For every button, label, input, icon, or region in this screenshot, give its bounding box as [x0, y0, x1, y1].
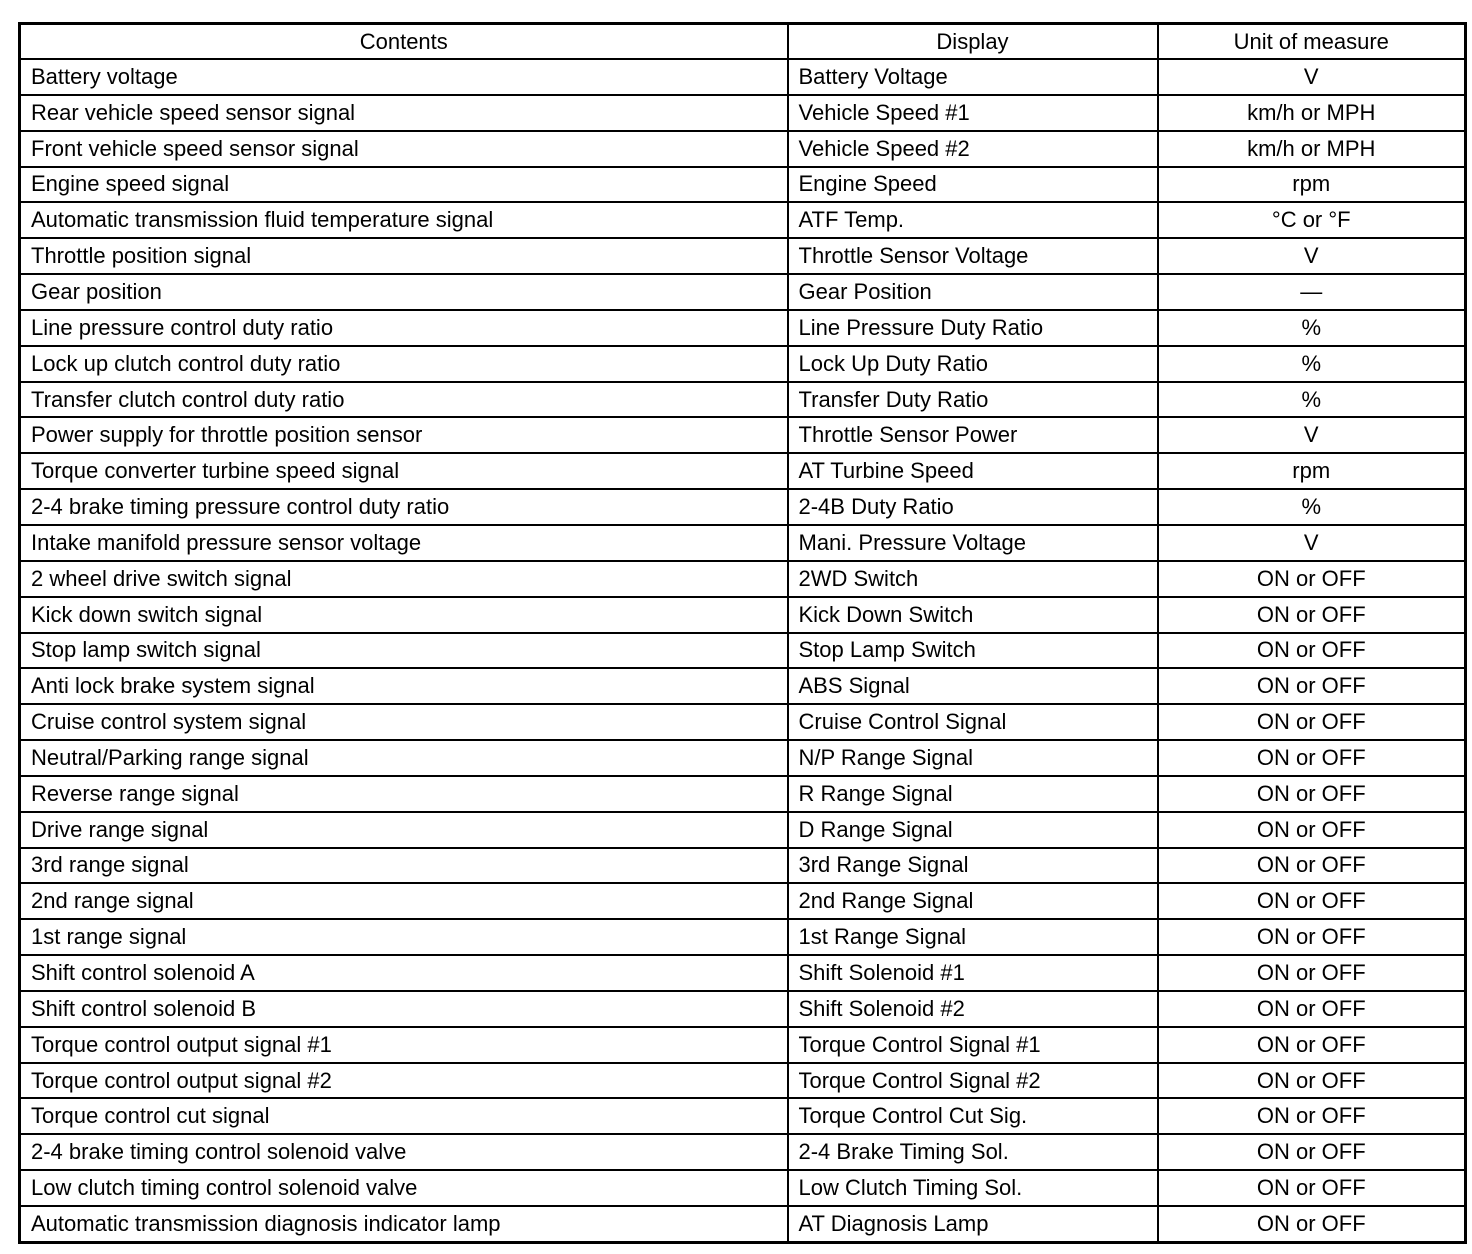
- cell-contents: 3rd range signal: [20, 848, 788, 884]
- cell-display: AT Diagnosis Lamp: [788, 1206, 1158, 1243]
- cell-display: D Range Signal: [788, 812, 1158, 848]
- table-row: [20, 991, 1466, 1027]
- cell-display: Gear Position: [788, 274, 1158, 310]
- cell-display: Transfer Duty Ratio: [788, 382, 1158, 418]
- table-row: [20, 417, 1466, 453]
- cell-contents: Reverse range signal: [20, 776, 788, 812]
- cell-unit: °C or °F: [1158, 202, 1466, 238]
- cell-unit: rpm: [1158, 167, 1466, 203]
- cell-unit: ON or OFF: [1158, 704, 1466, 740]
- table-row: [20, 740, 1466, 776]
- cell-display: ABS Signal: [788, 668, 1158, 704]
- table-row: [20, 633, 1466, 669]
- table-row: [20, 238, 1466, 274]
- table-row: [20, 382, 1466, 418]
- cell-unit: %: [1158, 382, 1466, 418]
- cell-unit: V: [1158, 417, 1466, 453]
- cell-contents: Battery voltage: [20, 59, 788, 95]
- cell-display: Engine Speed: [788, 167, 1158, 203]
- header-display: Display: [788, 24, 1158, 60]
- cell-unit: ON or OFF: [1158, 812, 1466, 848]
- table-row: [20, 131, 1466, 167]
- cell-contents: Shift control solenoid B: [20, 991, 788, 1027]
- cell-display: Throttle Sensor Voltage: [788, 238, 1158, 274]
- cell-contents: 2 wheel drive switch signal: [20, 561, 788, 597]
- cell-contents: Intake manifold pressure sensor voltage: [20, 525, 788, 561]
- cell-unit: ON or OFF: [1158, 1098, 1466, 1134]
- cell-contents: Low clutch timing control solenoid valve: [20, 1170, 788, 1206]
- cell-display: N/P Range Signal: [788, 740, 1158, 776]
- cell-unit: %: [1158, 346, 1466, 382]
- table-row: [20, 561, 1466, 597]
- cell-contents: Gear position: [20, 274, 788, 310]
- cell-display: Lock Up Duty Ratio: [788, 346, 1158, 382]
- cell-unit: ON or OFF: [1158, 1170, 1466, 1206]
- cell-display: Vehicle Speed #1: [788, 95, 1158, 131]
- document-sheet: [18, 22, 1464, 1244]
- table-row: [20, 1170, 1466, 1206]
- cell-unit: %: [1158, 310, 1466, 346]
- table-row: [20, 955, 1466, 991]
- cell-unit: ON or OFF: [1158, 991, 1466, 1027]
- cell-unit: ON or OFF: [1158, 919, 1466, 955]
- table-row: [20, 812, 1466, 848]
- cell-contents: 1st range signal: [20, 919, 788, 955]
- table-row: [20, 1098, 1466, 1134]
- table-row: [20, 919, 1466, 955]
- cell-contents: Engine speed signal: [20, 167, 788, 203]
- cell-unit: ON or OFF: [1158, 740, 1466, 776]
- table-row: [20, 95, 1466, 131]
- cell-display: Vehicle Speed #2: [788, 131, 1158, 167]
- table-row: [20, 453, 1466, 489]
- cell-contents: Throttle position signal: [20, 238, 788, 274]
- cell-display: Torque Control Signal #2: [788, 1063, 1158, 1099]
- table-row: [20, 1063, 1466, 1099]
- cell-display: Mani. Pressure Voltage: [788, 525, 1158, 561]
- cell-display: ATF Temp.: [788, 202, 1158, 238]
- cell-display: Line Pressure Duty Ratio: [788, 310, 1158, 346]
- cell-display: Torque Control Cut Sig.: [788, 1098, 1158, 1134]
- header-row: [20, 24, 1466, 60]
- cell-contents: Kick down switch signal: [20, 597, 788, 633]
- cell-unit: ON or OFF: [1158, 633, 1466, 669]
- cell-unit: ON or OFF: [1158, 561, 1466, 597]
- cell-unit: ON or OFF: [1158, 776, 1466, 812]
- table-row: [20, 202, 1466, 238]
- cell-contents: Torque control output signal #1: [20, 1027, 788, 1063]
- table-row: [20, 704, 1466, 740]
- cell-unit: ON or OFF: [1158, 597, 1466, 633]
- cell-contents: Anti lock brake system signal: [20, 668, 788, 704]
- cell-contents: Front vehicle speed sensor signal: [20, 131, 788, 167]
- cell-display: Torque Control Signal #1: [788, 1027, 1158, 1063]
- table-row: [20, 668, 1466, 704]
- cell-unit: V: [1158, 238, 1466, 274]
- cell-contents: 2nd range signal: [20, 883, 788, 919]
- table-row: [20, 274, 1466, 310]
- cell-display: Kick Down Switch: [788, 597, 1158, 633]
- cell-unit: rpm: [1158, 453, 1466, 489]
- cell-unit: ON or OFF: [1158, 668, 1466, 704]
- cell-contents: Transfer clutch control duty ratio: [20, 382, 788, 418]
- cell-contents: Automatic transmission fluid temperature signal: [20, 202, 788, 238]
- table-row: [20, 310, 1466, 346]
- table-row: [20, 1134, 1466, 1170]
- cell-contents: Torque control output signal #2: [20, 1063, 788, 1099]
- table-row: [20, 1206, 1466, 1243]
- cell-unit: ON or OFF: [1158, 1134, 1466, 1170]
- cell-display: AT Turbine Speed: [788, 453, 1158, 489]
- cell-contents: Shift control solenoid A: [20, 955, 788, 991]
- cell-unit: ON or OFF: [1158, 848, 1466, 884]
- cell-unit: V: [1158, 525, 1466, 561]
- table-row: [20, 346, 1466, 382]
- cell-display: 3rd Range Signal: [788, 848, 1158, 884]
- header-unit: Unit of measure: [1158, 24, 1466, 60]
- cell-display: Shift Solenoid #1: [788, 955, 1158, 991]
- cell-unit: ON or OFF: [1158, 883, 1466, 919]
- cell-display: 2-4 Brake Timing Sol.: [788, 1134, 1158, 1170]
- cell-unit: V: [1158, 59, 1466, 95]
- cell-display: R Range Signal: [788, 776, 1158, 812]
- cell-unit: ON or OFF: [1158, 955, 1466, 991]
- cell-contents: Drive range signal: [20, 812, 788, 848]
- cell-display: 2WD Switch: [788, 561, 1158, 597]
- cell-contents: Torque converter turbine speed signal: [20, 453, 788, 489]
- table-row: [20, 848, 1466, 884]
- cell-display: Shift Solenoid #2: [788, 991, 1158, 1027]
- cell-contents: 2-4 brake timing pressure control duty ratio: [20, 489, 788, 525]
- cell-display: 2nd Range Signal: [788, 883, 1158, 919]
- cell-unit: ON or OFF: [1158, 1063, 1466, 1099]
- cell-unit: —: [1158, 274, 1466, 310]
- cell-unit: km/h or MPH: [1158, 95, 1466, 131]
- cell-unit: %: [1158, 489, 1466, 525]
- table-body: [20, 59, 1466, 1243]
- header-contents: Contents: [20, 24, 788, 60]
- cell-display: 1st Range Signal: [788, 919, 1158, 955]
- cell-contents: Torque control cut signal: [20, 1098, 788, 1134]
- cell-contents: Power supply for throttle position sensor: [20, 417, 788, 453]
- data-table: [18, 22, 1467, 1244]
- cell-contents: Lock up clutch control duty ratio: [20, 346, 788, 382]
- table-row: [20, 59, 1466, 95]
- cell-display: 2-4B Duty Ratio: [788, 489, 1158, 525]
- cell-contents: Automatic transmission diagnosis indicator lamp: [20, 1206, 788, 1243]
- cell-contents: Rear vehicle speed sensor signal: [20, 95, 788, 131]
- cell-contents: 2-4 brake timing control solenoid valve: [20, 1134, 788, 1170]
- cell-unit: ON or OFF: [1158, 1027, 1466, 1063]
- cell-contents: Cruise control system signal: [20, 704, 788, 740]
- cell-display: Throttle Sensor Power: [788, 417, 1158, 453]
- cell-display: Low Clutch Timing Sol.: [788, 1170, 1158, 1206]
- table-row: [20, 525, 1466, 561]
- table-row: [20, 1027, 1466, 1063]
- cell-contents: Stop lamp switch signal: [20, 633, 788, 669]
- table-row: [20, 883, 1466, 919]
- cell-unit: km/h or MPH: [1158, 131, 1466, 167]
- cell-display: Battery Voltage: [788, 59, 1158, 95]
- table-row: [20, 167, 1466, 203]
- table-row: [20, 776, 1466, 812]
- table-row: [20, 597, 1466, 633]
- cell-display: Cruise Control Signal: [788, 704, 1158, 740]
- cell-unit: ON or OFF: [1158, 1206, 1466, 1243]
- cell-display: Stop Lamp Switch: [788, 633, 1158, 669]
- table-row: [20, 489, 1466, 525]
- cell-contents: Line pressure control duty ratio: [20, 310, 788, 346]
- cell-contents: Neutral/Parking range signal: [20, 740, 788, 776]
